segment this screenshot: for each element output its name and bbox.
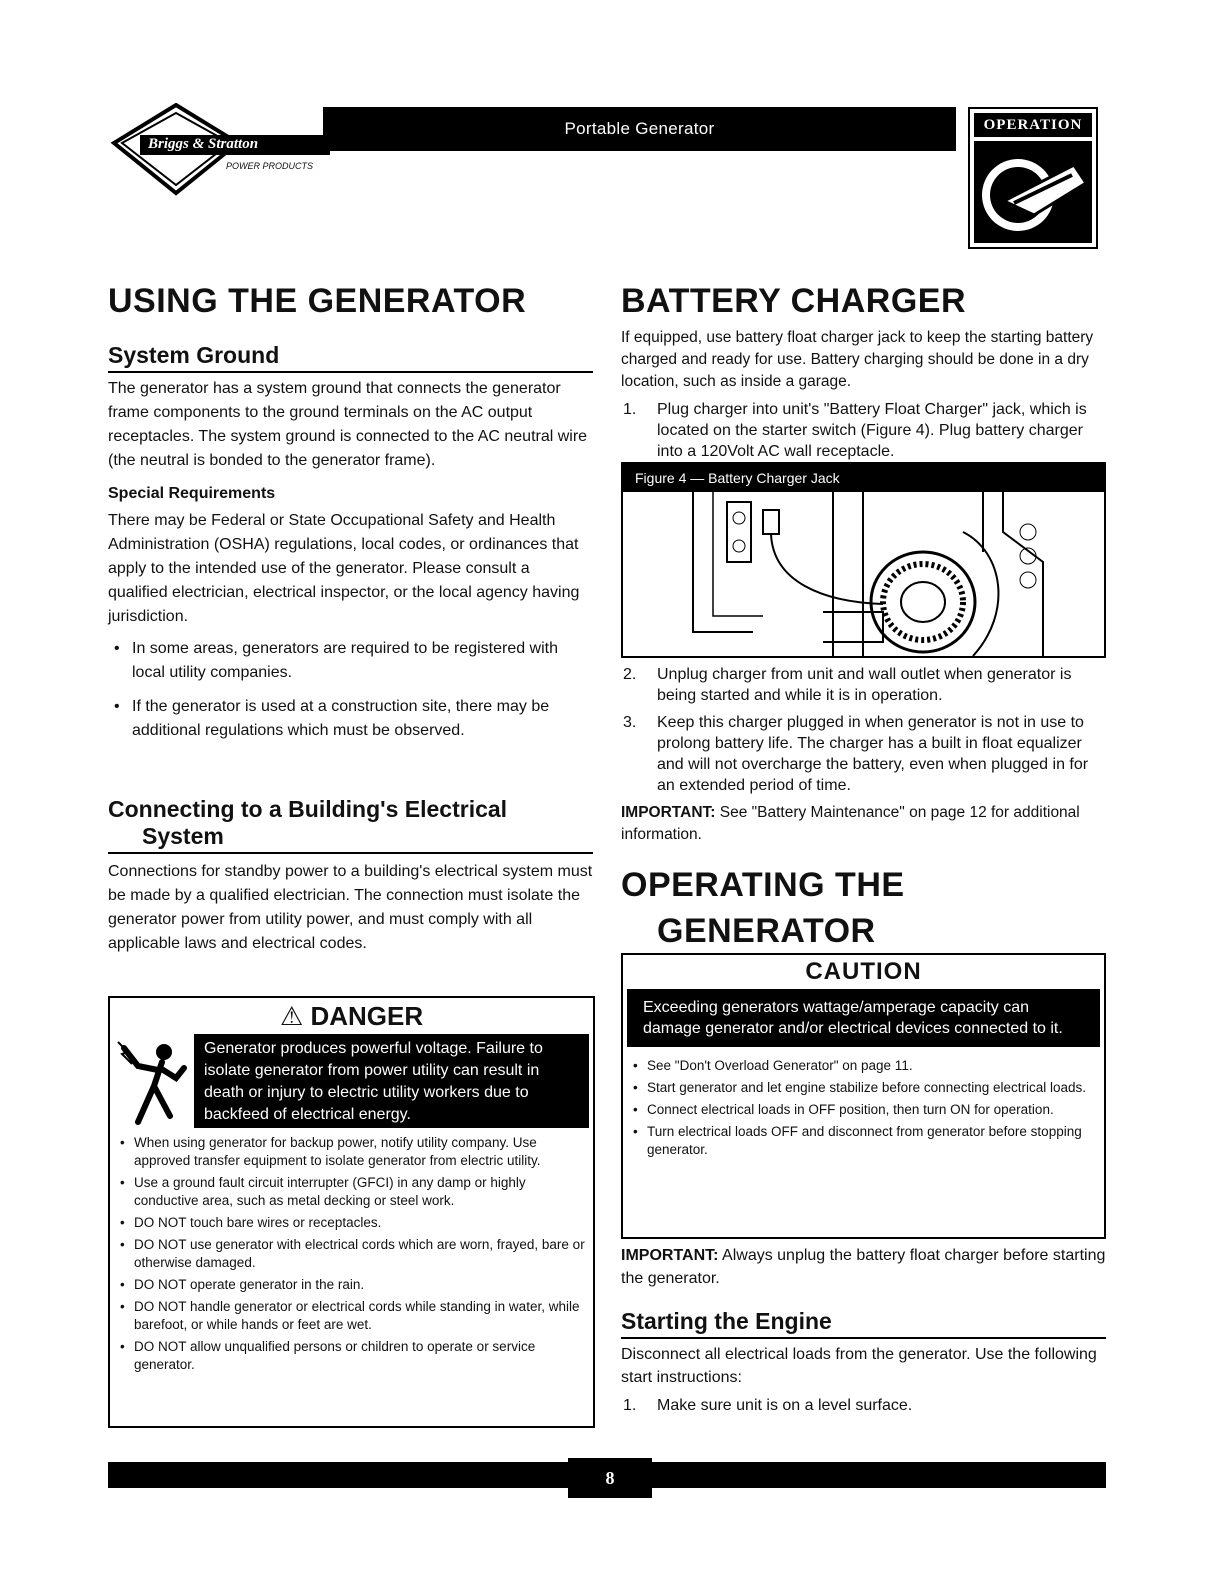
list-item: • DO NOT handle generator or electrical cords while standing in water, while barefoot, or while hands or feet are wet.	[116, 1298, 585, 1334]
battery-important-note: IMPORTANT: See "Battery Maintenance" on page 12 for additional information.	[621, 804, 1080, 843]
caution-label: CAUTION	[805, 958, 922, 985]
operating-title-line1: OPERATING THE	[621, 866, 905, 904]
special-requirements-body: There may be Federal or State Occupational Safety and Health Administration (OSHA) regulations, local codes, or ordinances that apply to the intended use of the generator. Please consult a qualified electrician, electrical inspector, or the local agency having jurisdiction.	[108, 512, 580, 625]
list-item: • See "Don't Overload Generator" on page 11.	[629, 1057, 1096, 1075]
list-item: • Start generator and let engine stabilize before connecting electrical loads.	[629, 1079, 1096, 1097]
starting-engine-body: Disconnect all electrical loads from the generator. Use the following start instructions:	[621, 1346, 1097, 1386]
starting-steps	[621, 1395, 1106, 1416]
section-tab	[968, 107, 1098, 249]
connecting-heading-line2: System	[142, 823, 224, 849]
danger-list	[110, 1134, 593, 1374]
section-tab-label: OPERATION	[974, 113, 1092, 137]
list-item: • DO NOT use generator with electrical cords which are worn, frayed, bare or otherwise damaged.	[116, 1236, 585, 1272]
special-requirements-heading: Special Requirements	[108, 485, 276, 502]
list-item: • DO NOT touch bare wires or receptacles.	[116, 1214, 585, 1232]
important-label: IMPORTANT:	[621, 804, 716, 821]
battery-charger-jack-illustration-icon	[623, 492, 1104, 656]
battery-intro: If equipped, use battery float charger jack to keep the starting battery charged and ready for use. Battery charging should be done in a dry location, such as inside a garage.	[621, 329, 1094, 390]
battery-charger-title: BATTERY CHARGER	[621, 282, 966, 320]
list-item: • Turn electrical loads OFF and disconnect from generator before stopping generator.	[629, 1123, 1096, 1159]
battery-steps-2	[621, 664, 1106, 796]
danger-message-strip	[114, 1034, 589, 1128]
danger-box	[108, 996, 595, 1428]
requirements-list	[108, 637, 593, 743]
brand-logo	[108, 103, 338, 199]
list-item: • DO NOT operate generator in the rain.	[116, 1276, 585, 1294]
connecting-body: Connections for standby power to a building's electrical system must be made by a qualified electrician. The connection must isolate the generator power from utility power, and must comply with all applicable laws and electrical codes.	[108, 863, 593, 952]
brand-subtitle: POWER PRODUCTS	[226, 161, 314, 171]
important-label: IMPORTANT:	[621, 1247, 719, 1264]
danger-message: Generator produces powerful voltage. Failure to isolate generator from power utility can result in death or injury to electric utility workers due to backfeed of electrical energy.	[194, 1034, 589, 1128]
brand-name: Briggs & Stratton	[148, 136, 259, 152]
list-item: • When using generator for backup power, notify utility company. Use approved transfer equipment to isolate generator from electric utility.	[116, 1134, 585, 1170]
list-item: 2. Unplug charger from unit and wall outlet when generator is being started and while it is in operation.	[623, 666, 1072, 704]
operating-title-line2: GENERATOR	[657, 912, 876, 950]
operating-title	[621, 862, 1106, 954]
list-item: 1. Make sure unit is on a level surface.	[623, 1397, 913, 1414]
list-item: 3. Keep this charger plugged in when generator is not in use to prolong battery life. The charger has a built in float equalizer and will not overcharge the battery, even when plugged in for an extended period of time.	[623, 714, 1089, 794]
figure-caption: Figure 4 — Battery Charger Jack	[623, 464, 1104, 492]
list-item: 1. Plug charger into unit's "Battery Float Charger" jack, which is located on the starter switch (Figure 4). Plug battery charger into a 120Volt AC wall receptacle.	[623, 401, 1087, 460]
caution-message: Exceeding generators wattage/amperage capacity can damage generator and/or electrical devices connected to it.	[627, 989, 1100, 1047]
list-item: • DO NOT allow unqualified persons or children to operate or service generator.	[116, 1338, 585, 1374]
list-item: • Connect electrical loads in OFF position, then turn ON for operation.	[629, 1101, 1096, 1119]
danger-label: DANGER	[310, 1001, 424, 1031]
operation-icon	[974, 141, 1092, 243]
starting-engine-heading: Starting the Engine	[621, 1308, 1106, 1339]
danger-header	[110, 998, 593, 1034]
system-ground-heading: System Ground	[108, 342, 593, 373]
warning-triangle-icon: ⚠	[279, 1001, 304, 1031]
system-ground-body: The generator has a system ground that connects the generator frame components to the ground terminals on the AC output receptacles. The system ground is connected to the AC neutral wire (the neutral is bonded to the generator frame).	[108, 380, 588, 469]
electric-shock-icon	[114, 1038, 192, 1126]
list-item: • In some areas, generators are required to be registered with local utility companies.	[108, 637, 593, 685]
caution-box	[621, 953, 1106, 1239]
list-item: • Use a ground fault circuit interrupter (GFCI) in any damp or highly conductive area, such as metal decking or steel work.	[116, 1174, 585, 1210]
connecting-heading-line1: Connecting to a Building's Electrical	[108, 796, 508, 822]
operating-important-note: IMPORTANT: Always unplug the battery float charger before starting the generator.	[621, 1247, 1106, 1287]
page-number: 8	[568, 1458, 652, 1498]
battery-steps-1	[621, 399, 1106, 462]
figure-4	[621, 462, 1106, 658]
list-item: • If the generator is used at a construction site, there may be additional regulations which must be observed.	[108, 695, 593, 743]
header-bar: Portable Generator	[323, 107, 956, 151]
connecting-heading	[108, 796, 593, 854]
caution-list	[623, 1057, 1104, 1159]
using-generator-title: USING THE GENERATOR	[108, 282, 527, 320]
